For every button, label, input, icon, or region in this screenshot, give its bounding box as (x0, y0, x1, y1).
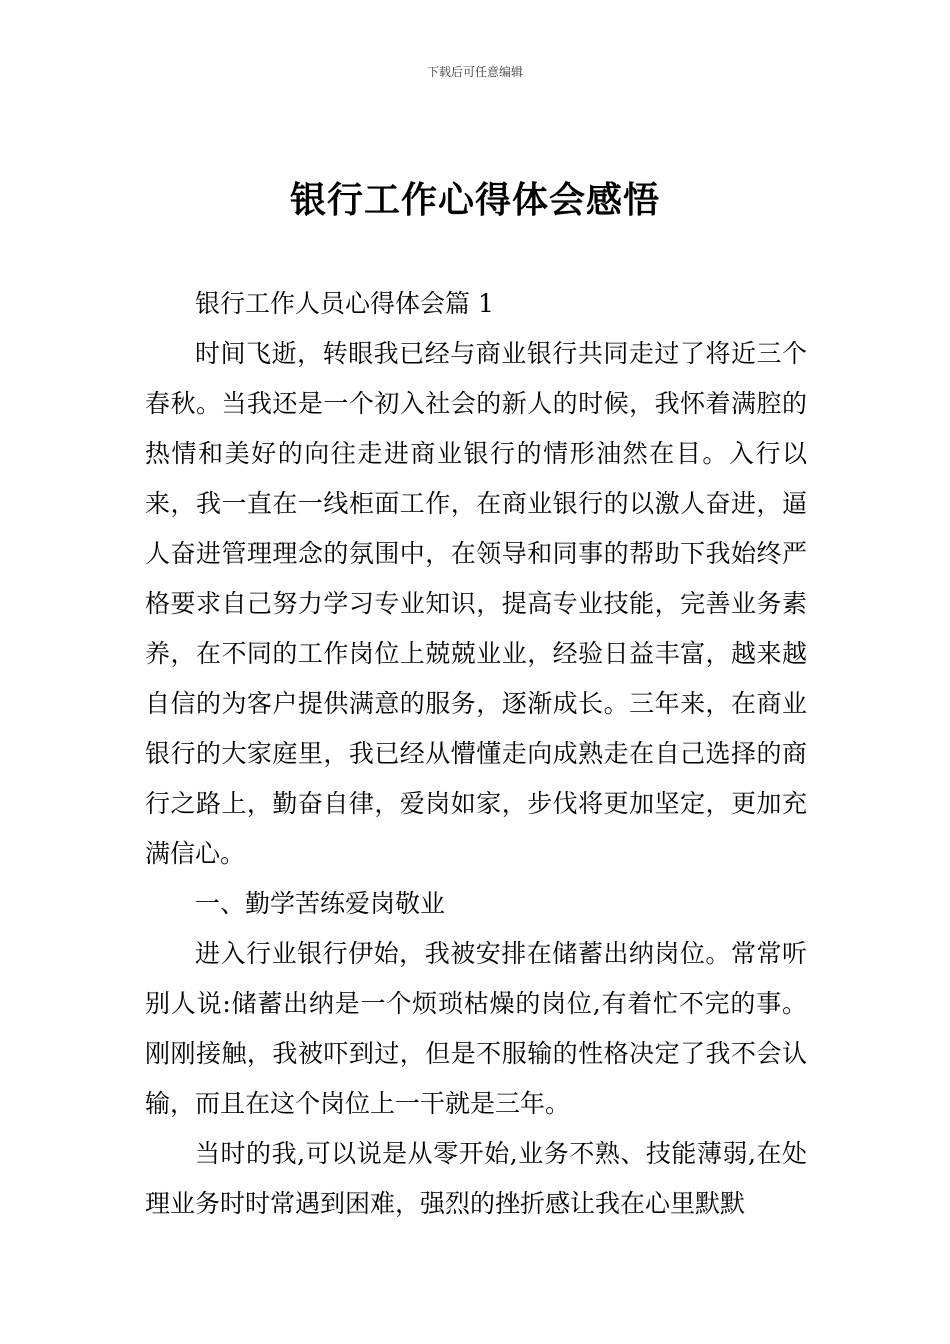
section-heading: 银行工作人员心得体会篇 1 (195, 289, 494, 318)
section-heading: 一、勤学苦练爱岗敬业 (195, 889, 446, 918)
header-note: 下载后可任意编辑 (426, 65, 523, 79)
paragraph: 进入行业银行伊始，我被安排在储蓄出纳岗位。常常听别人说:储蓄出纳是一个烦琐枯燥的岗位,有着忙不完的事。刚刚接触，我被吓到过，但是不服输的性格决定了我不会认输，而且在这个岗位上一干就是三年。 (145, 939, 807, 1118)
document-title: 银行工作心得体会感悟 (289, 179, 660, 221)
paragraph: 时间飞逝，转眼我已经与商业银行共同走过了将近三个春秋。当我还是一个初入社会的新人的时候，我怀着满腔的热情和美好的向往走进商业银行的情形油然在目。入行以来，我一直在一线柜面工作，在商业银行的以激人奋进，逼人奋进管理理念的氛围中，在领导和同事的帮助下我始终严格要求自己努力学习专业知识，提高专业技能，完善业务素养，在不同的工作岗位上兢兢业业，经验日益丰富，越来越自信的为客户提供满意的服务，逐渐成长。三年来，在商业银行的大家庭里，我已经从懵懂走向成熟走在自己选择的商行之路上，勤奋自律，爱岗如家，步伐将更加坚定，更加充满信心。 (145, 339, 807, 868)
document-body (145, 279, 807, 1229)
paragraph: 当时的我,可以说是从零开始,业务不熟、技能薄弱,在处理业务时时常遇到困难，强烈的挫折感让我在心里默默 (145, 1139, 807, 1218)
